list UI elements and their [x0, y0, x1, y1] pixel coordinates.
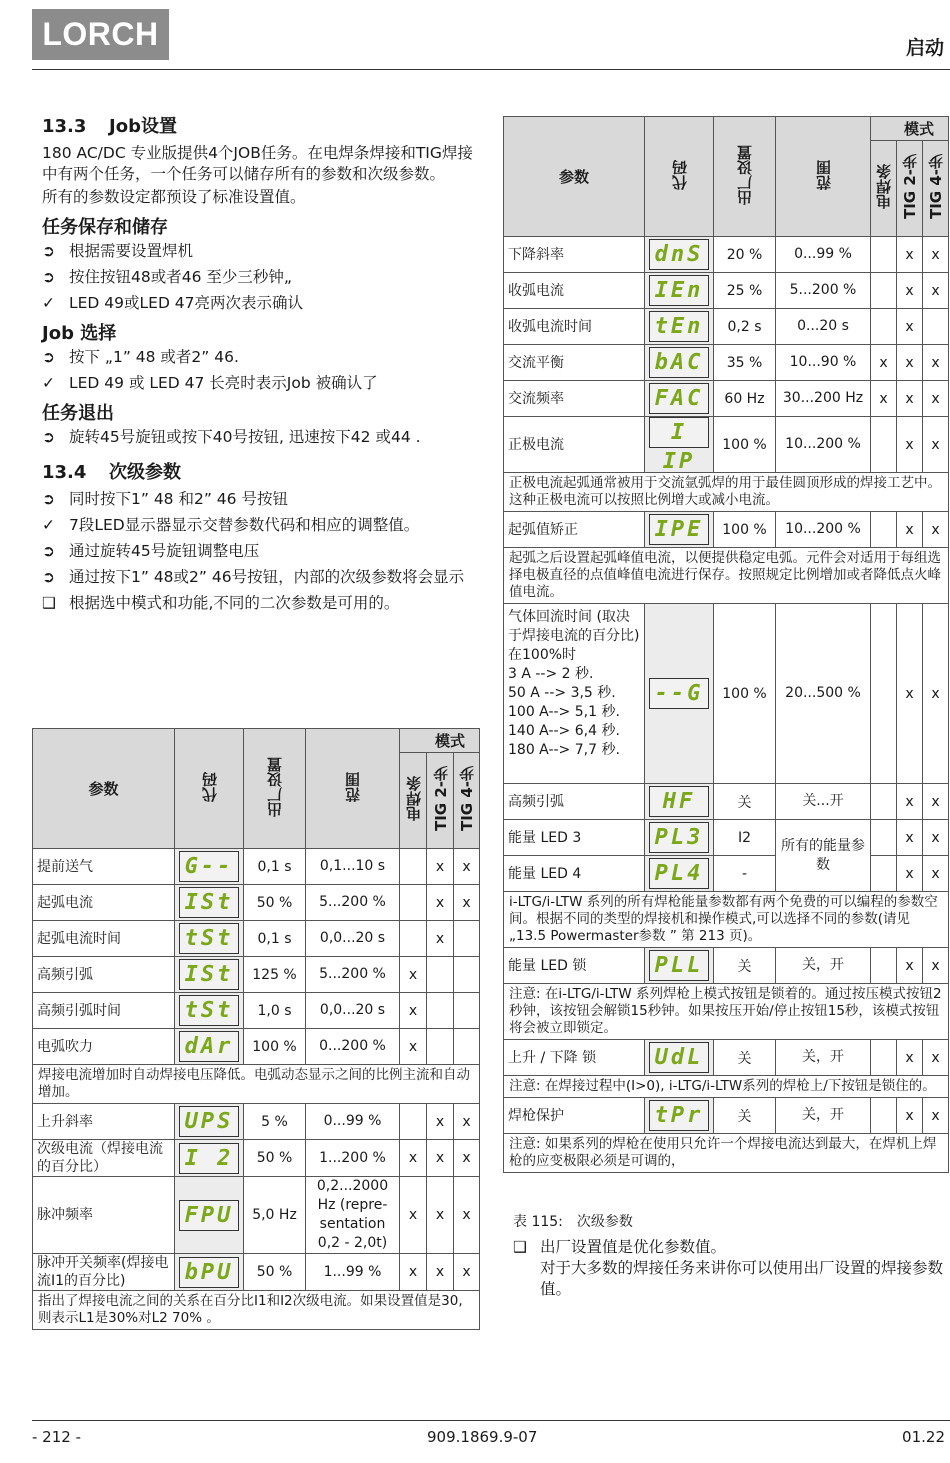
mode-m1-mark [871, 273, 897, 309]
code-cell [645, 1040, 714, 1076]
list-item: ➲ 按住按钮48或者46 至少三秒钟„ [42, 268, 292, 286]
mode-m3-mark [454, 957, 480, 993]
range-header: 范围 [306, 729, 400, 849]
footer-divider [32, 1420, 950, 1421]
factory-header: 出厂设置 [244, 729, 306, 849]
seven-segment-code: PL4 [649, 858, 709, 889]
mode-tig4-header: TIG 4-步 [454, 753, 480, 849]
list-item: ➲ 按下 „1” 48 或者2” 46. [42, 348, 239, 366]
code-cell [645, 345, 714, 381]
mode-m1-mark [400, 921, 427, 957]
code-cell [175, 957, 244, 993]
mode-m1-mark: x [400, 1140, 427, 1177]
mode-m3-mark: x [923, 1098, 949, 1134]
mode-m1-mark: x [400, 957, 427, 993]
note-text: i-LTG/i-LTW 系列的所有焊枪能量参数都有两个免费的可以编程的参数空间。根据不同的类型的焊接机和操作模式,可以选择不同的参数(请见„13.5 Powermaster参数 ” 第 213 页)。 [504, 892, 949, 948]
seven-segment-code: FAC [649, 383, 709, 414]
table-row [504, 345, 949, 381]
intro-paragraph-2: 所有的参数设定都预设了标准设置值。 [42, 188, 306, 206]
job-exit-heading: 任务退出 [42, 403, 114, 424]
mode-m3-mark: x [923, 273, 949, 309]
table-row [33, 921, 480, 957]
mode-m2-mark: x [897, 1098, 923, 1134]
factory-value: 0,2 s [714, 309, 776, 345]
range-value: 5...200 % [776, 273, 871, 309]
code-cell [175, 849, 244, 885]
lorch-logo: LORCH [32, 9, 169, 60]
code-cell [645, 820, 714, 856]
mode-m1-mark [871, 820, 897, 856]
document-number: 909.1869.9-07 [427, 1428, 538, 1446]
seven-segment-code: HF [649, 786, 709, 817]
list-item: ❑ 根据选中模式和功能,不同的二次参数是可用的。 [42, 594, 400, 612]
mode-m3-mark: x [923, 381, 949, 417]
range-value: 0,2...2000 Hz (repre-sentation 0,2 - 2,0t) [306, 1177, 400, 1254]
mode-m2-mark: x [897, 948, 923, 984]
range-value: 关...开 [776, 784, 871, 820]
seven-segment-code: dnS [649, 239, 709, 270]
table-row [504, 604, 949, 784]
secondary-params-table-right [503, 116, 949, 1173]
seven-segment-code: tEn [649, 311, 709, 342]
seven-segment-code: tSt [179, 995, 239, 1026]
mode-m2-mark: x [897, 512, 923, 548]
code-cell [645, 273, 714, 309]
mode-m1-mark [871, 237, 897, 273]
mode-m3-mark: x [454, 885, 480, 921]
page-section-title: 启动 [905, 37, 944, 59]
param-name: 气体回流时间 (取决于焊接电流的百分比) 在100%时 3 A --> 2 秒. 50 A --> 3,5 秒. 100 A--> 5,1 秒. 140 A--> 6,4 秒. 180 A--> 7,7 秒. [504, 604, 645, 784]
mode-m2-mark: x [897, 237, 923, 273]
seven-segment-code: IEn [649, 275, 709, 306]
note-text: 起弧之后设置起弧峰值电流，以便提供稳定电弧。元件会对适用于每组选择电极直径的点值峰值电流进行保存。按照规定比例增加或者降低点火峰值电流。 [504, 548, 949, 604]
note-row [504, 984, 949, 1040]
param-name: 高频引弧 [504, 784, 645, 820]
mode-m3-mark: x [454, 1104, 480, 1140]
seven-segment-code: FPU [179, 1200, 239, 1231]
param-name: 焊枪保护 [504, 1098, 645, 1134]
mode-m3-mark [454, 1029, 480, 1065]
seven-segment-code: I IP [649, 417, 709, 448]
factory-value: 0,1 s [244, 849, 306, 885]
mode-m3-mark: x [923, 345, 949, 381]
mode-tig2-header: TIG 2-步 [897, 141, 923, 237]
code-cell [175, 1029, 244, 1065]
seven-segment-code: dAr [179, 1031, 239, 1062]
mode-m3-mark: x [923, 417, 949, 473]
mode-m1-mark [400, 1104, 427, 1140]
seven-segment-code: UdL [649, 1042, 709, 1073]
param-name: 起弧电流时间 [33, 921, 175, 957]
code-cell [175, 993, 244, 1029]
mode-m2-mark [427, 993, 454, 1029]
code-header: 代码 [175, 729, 244, 849]
code-cell [645, 1098, 714, 1134]
code-cell [175, 1140, 244, 1177]
mode-stick-header: 电焊条 [871, 141, 897, 237]
list-item: ✓ LED 49 或 LED 47 长亮时表示Job 被确认了 [42, 374, 378, 392]
note-text: 注意: 在i-LTG/i-LTW 系列焊枪上模式按钮是锁着的。通过按压模式按钮2秒钟，该按钮会解锁15秒钟。如果按压开始/停止按钮15秒，该模式按钮将会被立即锁定。 [504, 984, 949, 1040]
code-cell [645, 856, 714, 892]
mode-m3-mark: x [923, 856, 949, 892]
table-row [504, 856, 949, 892]
factory-value: I2 [714, 820, 776, 856]
section-13-4-heading: 13.4 次级参数 [42, 462, 181, 483]
param-name: 能量 LED 4 [504, 856, 645, 892]
factory-value: 50 % [244, 1254, 306, 1291]
table-row [33, 849, 480, 885]
mode-m1-mark [871, 604, 897, 784]
page-number: - 212 - [32, 1428, 81, 1446]
mode-m1-mark [871, 512, 897, 548]
mode-m1-mark: x [871, 345, 897, 381]
job-save-heading: 任务保存和储存 [42, 217, 168, 238]
note-row [33, 1291, 480, 1330]
seven-segment-code: PL3 [649, 822, 709, 853]
factory-value: 100 % [714, 604, 776, 784]
range-value: 0...200 % [306, 1029, 400, 1065]
table-row [33, 993, 480, 1029]
mode-m1-mark: x [400, 1177, 427, 1254]
mode-m1-mark [871, 417, 897, 473]
table-row [33, 1254, 480, 1291]
mode-m2-mark: x [897, 417, 923, 473]
range-value: 0...99 % [306, 1104, 400, 1140]
mode-m3-mark: x [923, 237, 949, 273]
range-value: 30...200 Hz [776, 381, 871, 417]
code-cell [645, 381, 714, 417]
factory-value: - [714, 856, 776, 892]
code-cell [175, 1254, 244, 1291]
range-value: 0...20 s [776, 309, 871, 345]
param-name: 高频引弧 [33, 957, 175, 993]
table-row [504, 381, 949, 417]
mode-header: 模式 [871, 117, 949, 141]
param-name: 提前送气 [33, 849, 175, 885]
param-header: 参数 [33, 729, 175, 849]
range-value: 0...99 % [776, 237, 871, 273]
param-name: 脉冲开关频率(焊接电流I1的百分比) [33, 1254, 175, 1291]
factory-value: 关 [714, 1098, 776, 1134]
table-row [33, 1140, 480, 1177]
mode-m3-mark: x [454, 1140, 480, 1177]
factory-value: 60 Hz [714, 381, 776, 417]
secondary-params-table-left [32, 728, 480, 1330]
mode-m2-mark: x [897, 820, 923, 856]
code-cell [645, 417, 714, 473]
range-value: 10...200 % [776, 512, 871, 548]
range-value: 关，开 [776, 1098, 871, 1134]
param-header: 参数 [504, 117, 645, 237]
mode-m1-mark [871, 784, 897, 820]
code-cell [645, 948, 714, 984]
seven-segment-code: UPS [179, 1106, 239, 1137]
list-item: ✓ LED 49或LED 47亮两次表示确认 [42, 294, 304, 312]
table-row [33, 957, 480, 993]
mode-m1-mark: x [871, 381, 897, 417]
mode-m1-mark [400, 885, 427, 921]
note-text: 注意: 如果系列的焊枪在使用只允许一个焊接电流达到最大，在焊机上焊枪的应变极限必须是可调的， [504, 1134, 949, 1173]
factory-value: 100 % [714, 417, 776, 473]
table-row [504, 784, 949, 820]
param-name: 上升 / 下降 锁 [504, 1040, 645, 1076]
mode-m2-mark: x [427, 1177, 454, 1254]
mode-m3-mark: x [923, 820, 949, 856]
mode-m1-mark [400, 849, 427, 885]
section-13-3-heading: 13.3 Job设置 [42, 116, 177, 137]
table-row [504, 948, 949, 984]
param-name: 高频引弧时间 [33, 993, 175, 1029]
header-divider [32, 69, 950, 70]
code-cell [175, 1104, 244, 1140]
code-cell [175, 885, 244, 921]
param-name: 起弧电流 [33, 885, 175, 921]
seven-segment-code: bAC [649, 347, 709, 378]
left-column [42, 116, 482, 619]
seven-segment-code: I 2 [179, 1143, 239, 1174]
seven-segment-code: bPU [179, 1257, 239, 1288]
mode-m2-mark: x [427, 1254, 454, 1291]
factory-value: 50 % [244, 1140, 306, 1177]
factory-settings-note: ❑ 出厂设置值是优化参数值。 对于大多数的焊接任务来讲你可以使用出厂设置的焊接参数值。 [513, 1238, 944, 1298]
factory-value: 关 [714, 784, 776, 820]
mode-m2-mark: x [897, 604, 923, 784]
mode-m2-mark: x [427, 1140, 454, 1177]
factory-value: 20 % [714, 237, 776, 273]
seven-segment-code: tPr [649, 1100, 709, 1131]
param-name: 交流频率 [504, 381, 645, 417]
code-cell [645, 237, 714, 273]
mode-m3-mark: x [454, 1177, 480, 1254]
mode-m1-mark [871, 309, 897, 345]
param-name: 起弧值矫正 [504, 512, 645, 548]
mode-m2-mark: x [427, 1104, 454, 1140]
param-name: 正极电流 [504, 417, 645, 473]
table-row [504, 1040, 949, 1076]
note-text: 正极电流起弧通常被用于交流氩弧焊的用于最佳圆顶形成的焊接工艺中。这种正极电流可以按照比例增大或减小电流。 [504, 473, 949, 512]
mode-m2-mark: x [897, 381, 923, 417]
param-name: 下降斜率 [504, 237, 645, 273]
mode-m3-mark [454, 921, 480, 957]
range-value: 5...200 % [306, 885, 400, 921]
table-row [33, 1029, 480, 1065]
mode-m2-mark: x [427, 849, 454, 885]
code-header: 代码 [645, 117, 714, 237]
table-row [504, 1098, 949, 1134]
mode-m3-mark: x [923, 604, 949, 784]
mode-m3-mark: x [923, 948, 949, 984]
table-row [33, 885, 480, 921]
mode-m1-mark: x [400, 1254, 427, 1291]
range-value: 1...99 % [306, 1254, 400, 1291]
list-item: ➲ 同时按下1” 48 和2” 46 号按钮 [42, 490, 288, 508]
range-value: 所有的能量参数 [776, 820, 871, 892]
table-row [504, 512, 949, 548]
note-text: 指出了焊接电流之间的关系在百分比I1和I2次级电流。如果设置值是30,则表示L1是30%对L2 70% 。 [33, 1291, 480, 1330]
mode-m2-mark [427, 957, 454, 993]
note-row [504, 1076, 949, 1098]
mode-m3-mark: x [923, 784, 949, 820]
factory-header: 出厂设置 [714, 117, 776, 237]
list-item: ➲ 通过按下1” 48或2” 46号按钮，内部的次级参数将会显示 [42, 568, 465, 586]
mode-m3-mark: x [923, 1040, 949, 1076]
list-item: ➲ 旋转45号旋钮或按下40号按钮, 迅速按下42 或44 . [42, 428, 421, 446]
factory-value: 1,0 s [244, 993, 306, 1029]
code-cell [175, 921, 244, 957]
mode-m2-mark: x [897, 309, 923, 345]
range-value: 10...200 % [776, 417, 871, 473]
table-row [504, 237, 949, 273]
seven-segment-code: ISt [179, 959, 239, 990]
mode-m1-mark [871, 856, 897, 892]
list-item: ➲ 通过旋转45号旋钮调整电压 [42, 542, 260, 560]
mode-tig2-header: TIG 2-步 [427, 753, 454, 849]
note-row [33, 1065, 480, 1104]
mode-m1-mark [871, 1098, 897, 1134]
note-row [504, 473, 949, 512]
seven-segment-code: G-- [179, 851, 239, 882]
mode-m2-mark: x [897, 856, 923, 892]
mode-m3-mark: x [923, 512, 949, 548]
table-row [504, 273, 949, 309]
mode-m3-mark [454, 993, 480, 1029]
mode-m2-mark: x [427, 885, 454, 921]
table-row [33, 1177, 480, 1254]
list-item: ✓ 7段LED显示器显示交替参数代码和相应的调整值。 [42, 516, 420, 534]
mode-m2-mark: x [897, 1040, 923, 1076]
document-date: 01.22 [902, 1428, 945, 1446]
range-header: 范围 [776, 117, 871, 237]
factory-value: 50 % [244, 885, 306, 921]
intro-paragraph: 180 AC/DC 专业版提供4个JOB任务。在电焊条焊接和TIG焊接中有两个任务，一个任务可以储存所有的参数和次级参数。 [42, 144, 473, 183]
param-name: 交流平衡 [504, 345, 645, 381]
mode-header: 模式 [400, 729, 480, 753]
param-name: 脉冲频率 [33, 1177, 175, 1254]
param-name: 收弧电流时间 [504, 309, 645, 345]
range-value: 关，开 [776, 948, 871, 984]
range-value: 1...200 % [306, 1140, 400, 1177]
note-row [504, 1134, 949, 1173]
code-cell [645, 604, 714, 784]
mode-m2-mark: x [897, 784, 923, 820]
mode-m2-mark: x [427, 921, 454, 957]
table-row [504, 309, 949, 345]
range-value: 0,0...20 s [306, 921, 400, 957]
factory-value: 125 % [244, 957, 306, 993]
range-value: 10...90 % [776, 345, 871, 381]
note-row [504, 548, 949, 604]
param-name: 收弧电流 [504, 273, 645, 309]
code-cell [175, 1177, 244, 1254]
range-value: 0,0...20 s [306, 993, 400, 1029]
range-value: 20...500 % [776, 604, 871, 784]
factory-value: 5 % [244, 1104, 306, 1140]
mode-stick-header: 电焊条 [400, 753, 427, 849]
factory-value: 100 % [244, 1029, 306, 1065]
code-cell [645, 512, 714, 548]
seven-segment-code: tSt [179, 923, 239, 954]
param-name: 电弧吹力 [33, 1029, 175, 1065]
mode-m1-mark: x [400, 993, 427, 1029]
seven-segment-code: IPE [649, 514, 709, 545]
note-text: 注意: 在焊接过程中(I>0), i-LTG/i-LTW系列的焊枪上/下按钮是锁住的。 [504, 1076, 949, 1098]
factory-value: 0,1 s [244, 921, 306, 957]
factory-value: 5,0 Hz [244, 1177, 306, 1254]
factory-value: 关 [714, 948, 776, 984]
factory-value: 关 [714, 1040, 776, 1076]
table-caption: 表 115: 次级参数 [513, 1214, 633, 1230]
mode-m3-mark: x [454, 849, 480, 885]
factory-value: 25 % [714, 273, 776, 309]
mode-m3-mark: x [454, 1254, 480, 1291]
note-text: 焊接电流增加时自动焊接电压降低。电弧动态显示之间的比例主流和自动增加。 [33, 1065, 480, 1104]
seven-segment-code: PLL [649, 950, 709, 981]
range-value: 0,1...10 s [306, 849, 400, 885]
table-row [504, 417, 949, 473]
mode-m1-mark [871, 1040, 897, 1076]
code-cell [645, 784, 714, 820]
seven-segment-code: --G [649, 678, 709, 709]
table-row [504, 820, 949, 856]
factory-value: 100 % [714, 512, 776, 548]
param-name: 次级电流（焊接电流的百分比） [33, 1140, 175, 1177]
table-row [33, 1104, 480, 1140]
job-select-heading: Job 选择 [42, 323, 117, 344]
factory-value: 35 % [714, 345, 776, 381]
list-item: ➲ 根据需要设置焊机 [42, 242, 194, 260]
mode-m1-mark: x [400, 1029, 427, 1065]
mode-m2-mark: x [897, 273, 923, 309]
range-value: 关，开 [776, 1040, 871, 1076]
param-name: 能量 LED 锁 [504, 948, 645, 984]
seven-segment-code: ISt [179, 887, 239, 918]
param-name: 能量 LED 3 [504, 820, 645, 856]
mode-tig4-header: TIG 4-步 [923, 141, 949, 237]
mode-m2-mark: x [897, 345, 923, 381]
param-name: 上升斜率 [33, 1104, 175, 1140]
code-cell [645, 309, 714, 345]
mode-m2-mark [427, 1029, 454, 1065]
note-row [504, 892, 949, 948]
mode-m3-mark [923, 309, 949, 345]
range-value: 5...200 % [306, 957, 400, 993]
mode-m1-mark [871, 948, 897, 984]
